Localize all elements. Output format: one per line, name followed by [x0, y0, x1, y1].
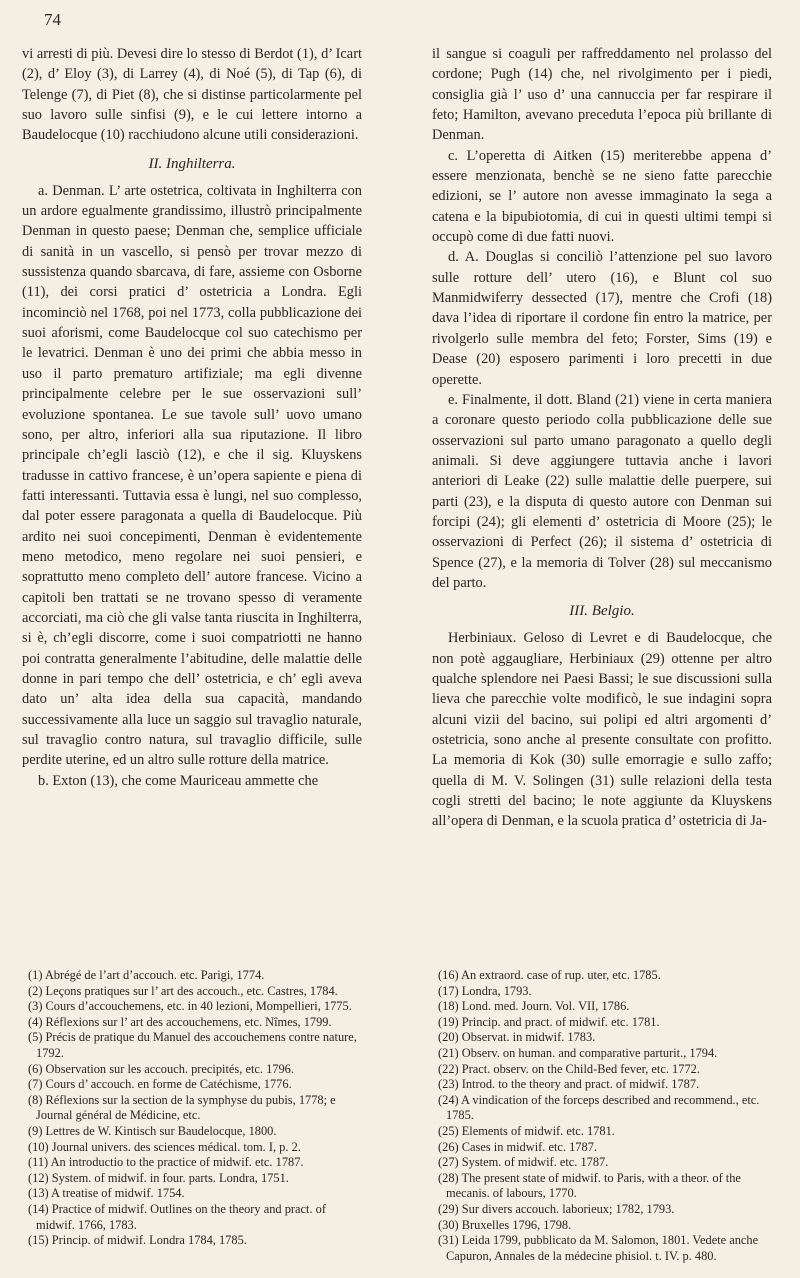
- footnote: (9) Lettres de W. Kintisch sur Baudelocque, 1800.: [28, 1123, 277, 1138]
- footnote: (11) An introductio to the practice of midwif. etc. 1787.: [28, 1155, 304, 1170]
- footnote: (23) Introd. to the theory and pract. of midwif. 1787.: [438, 1077, 700, 1092]
- footnote: (8) Réflexions sur la section de la symphyse du pubis, 1778; e Journal général de Médicine, etc.: [28, 1092, 336, 1123]
- paragraph: vi arresti di più. Devesi dire lo stesso di Berdot (1), d’ Icart (2), d’ Eloy (3), di Larrey (4), di Noé (5), di Tap (6), di Telenge (7), di Piet (8), che si distinse particolarmente pel suo lavoro sulle sinfisi (9), e le cui lettere intorno a Baudelocque (10) racchiudono alcune utili considerazioni.: [22, 46, 362, 144]
- footnote: (13) A treatise of midwif. 1754.: [28, 1186, 185, 1201]
- footnote: (5) Précis de pratique du Manuel des accouchemens contre nature, 1792.: [28, 1030, 357, 1060]
- paragraph-bland: e. Finalmente, il dott. Bland (21) viene in certa maniera a coronare questo periodo colla pubblicazione delle sue osservazioni sul parto umano paragonato a quello degli animali. Si deve aggiungere tuttavia anche i lavori anteriori di Leake (22) sulle malattie delle puerpere, sui parti (23), e la disputa di questo autore con Denman sui forcipi (24); gli elementi d’ ostetricia di Moore (25); le osservazioni di Perfect (26); il sistema d’ ostetricia di Spence (27), e la memoria di Tolver (28) sul meccanismo del parto.: [432, 391, 772, 591]
- footnote: (15) Princip. of midwif. Londra 1784, 1785.: [28, 1233, 247, 1248]
- right-column: [432, 44, 772, 832]
- footnote: (6) Observation sur les accouch. precipités, etc. 1796.: [28, 1061, 294, 1076]
- footnote: (3) Cours d’accouchemens, etc. in 40 lezioni, Mompellieri, 1775.: [28, 999, 352, 1014]
- footnote: (27) System. of midwif. etc. 1787.: [438, 1155, 609, 1170]
- footnote: (20) Observat. in midwif. 1783.: [438, 1030, 596, 1045]
- footnote: (1) Abrégé de l’art d’accouch. etc. Parigi, 1774.: [28, 968, 265, 982]
- footnote: (26) Cases in midwif. etc. 1787.: [438, 1139, 597, 1154]
- footnote: (14) Practice of midwif. Outlines on the theory and pract. of midwif. 1766, 1783.: [28, 1201, 326, 1232]
- footnotes-right: [432, 968, 772, 1264]
- page-number: 74: [44, 10, 61, 29]
- footnote: (24) A vindication of the forceps described and recommend., etc. 1785.: [438, 1092, 760, 1123]
- section-heading-england: II. Inghilterra.: [148, 155, 236, 172]
- footnotes-left: [22, 968, 362, 1249]
- footnote: (2) Leçons pratiques sur l’ art des accouch., etc. Castres, 1784.: [28, 983, 338, 998]
- footnote: (4) Réflexions sur l’ art des accouchemens, etc. Nîmes, 1799.: [28, 1014, 332, 1029]
- footnote: (16) An extraord. case of rup. uter, etc. 1785.: [438, 968, 661, 982]
- footnote: (21) Observ. on human. and comparative parturit., 1794.: [438, 1045, 718, 1060]
- paragraph-exton: b. Exton (13), che come Mauriceau ammette che: [38, 772, 319, 789]
- paragraph-aitken: c. L’operetta di Aitken (15) meriterebbe appena d’ essere menzionata, benchè se ne sieno fatte parecchie edizioni, se l’ autore non avesse immaginato la sega a catena e la bipubiotomia, di cui in questi ultimi tempi si occupò come di due fatti nuovi.: [432, 147, 772, 246]
- footnote: (18) Lond. med. Journ. Vol. VII, 1786.: [438, 999, 630, 1014]
- footnote: (7) Cours d’ accouch. en forme de Catéchisme, 1776.: [28, 1077, 292, 1092]
- paragraph-denman: a. Denman. L’ arte ostetrica, coltivata in Inghilterra con un ardore egualmente grandissimo, illustrò principalmente Denman in questo paese; Denman che, semplice ufficiale di sanità in un vascello, si pensò per trovar mezzo di sussistenza quando sbarcava, di fare, assieme con Osborne (11), dei corsi pratici d’ ostetricia a Londra. Egli incominciò nel 1768, poi nel 1773, colla pubblicazione dei suoi aforismi, come Baudelocque col suo catechismo per le levatrici. Denman è uno dei primi che abbia messo in uso il parto prematuro artifiziale; ma egli divenne principalmente celebre per le sue osservazioni sull’ evoluzione spontanea. Le sue tavole sull’ uovo umano sono, per altro, inferiori alla sua riputazione. Il libro principale ch’egli lasciò (12), e che il sig. Kluyskens tradusse in cattivo francese, è un’opera sapiente e piena di fatti interessanti. Tuttavia essa è lungi, nel suo complesso, dal poter essere paragonata a quella di Baudelocque. Più ardito nei suoi concepimenti, Denman è evidentemente meno metodico, meno regolare nei suoi pensieri, e soprattutto meno completo dell’ autore francese. Vicino a capitoli ben trattati se ne trovano spesso di veramente accorciati, ma ciò che gli valse tanta riuscita in Inghilterra, si è, ch’egli discorre, come i suoi compatriotti ne hanno poi contratta generalmente l’abitudine, delle malattie delle donne in pari tempo che dell’ ostetricia, e ch’ egli aveva dato un’ alta idea della sua capacità, mandando successivamente alla luce un saggio sul travaglio naturale, sul travaglio contro natura, sul travaglio difficile, sulle perdite uterine, ed un altro sulle rotture della matrice.: [22, 182, 362, 769]
- paragraph-herbiniaux: Herbiniaux. Geloso di Levret e di Baudelocque, che non potè aggaugliare, Herbiniaux (29) ottenne per altro qualche splendore nei Paesi Bassi; le sue discussioni sulla lieva che parecchie volte modificò, le sue indagini sopra alcuni vizii del bacino, sui polipi ed altri argomenti d’ ostetricia, sono anche al presente consultate con profitto. La memoria di Kok (30) sulle emorragie e sullo zaffo; quella di M. V. Solingen (31) sulle relazioni della testa cogli stretti del bacino; le note aggiunte da Kluyskens all’opera di Denman, e la scuola pratica d’ ostetricia di Ja-: [432, 630, 772, 830]
- left-column: [22, 44, 362, 791]
- footnote: (28) The present state of midwif. to Paris, with a theor. of the mecanis. of labours, 1770.: [438, 1170, 741, 1201]
- footnote: (10) Journal univers. des sciences médical. tom. I, p. 2.: [28, 1139, 301, 1154]
- footnote: (17) Londra, 1793.: [438, 983, 532, 998]
- footnote: (31) Leida 1799, pubblicato da M. Salomon, 1801. Vedete anche Capuron, Annales de la médecine phisiol. t. IV. p. 480.: [438, 1233, 759, 1263]
- footnote: (30) Bruxelles 1796, 1798.: [438, 1217, 572, 1232]
- footnote: (22) Pract. observ. on the Child-Bed fever, etc. 1772.: [438, 1061, 700, 1076]
- section-heading-belgium: III. Belgio.: [569, 603, 635, 620]
- footnote: (12) System. of midwif. in four. parts. Londra, 1751.: [28, 1170, 289, 1185]
- paragraph: il sangue si coaguli per raffreddamento nel prolasso del cordone; Pugh (14) che, nel rivolgimento per i piedi, consiglia già l’ uso d’ una cannuccia per far respirare il feto; Hamilton, avevano preceduta l’epoca più brillante di Denman.: [432, 46, 772, 144]
- footnote: (19) Princip. and pract. of midwif. etc. 1781.: [438, 1014, 660, 1029]
- footnote: (29) Sur divers accouch. laborieux; 1782, 1793.: [438, 1201, 675, 1216]
- paragraph-douglas: d. A. Douglas si conciliò l’attenzione pel suo lavoro sulle rotture dell’ utero (16), e Blunt col suo Manmidwiferry dessected (17), mentre che Crofi (18) dava l’idea di riportare il cordone fin entro la matrice, per rivolgerlo sulle membra del feto; Forster, Sims (19) e Dease (20) esposero parimenti i loro precetti in due operette.: [432, 249, 772, 388]
- footnote: (25) Elements of midwif. etc. 1781.: [438, 1123, 615, 1138]
